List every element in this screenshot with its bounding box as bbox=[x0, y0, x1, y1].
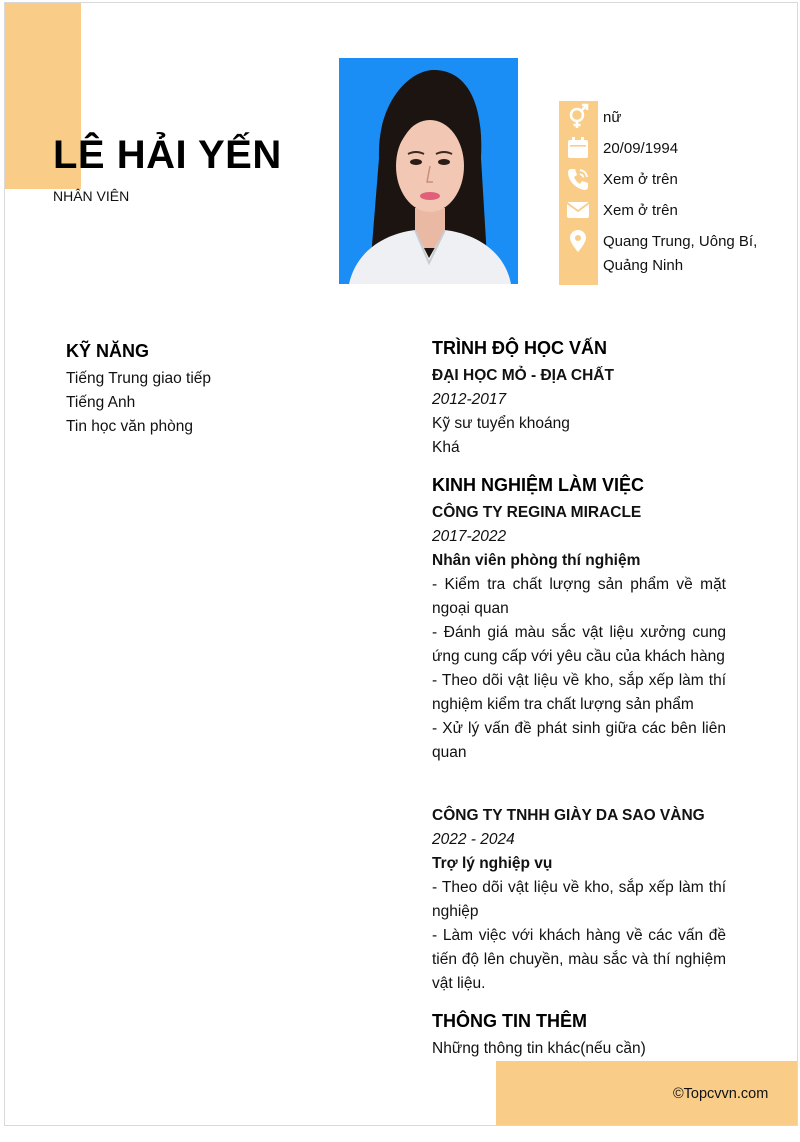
skill-item: Tiếng Trung giao tiếp bbox=[66, 370, 212, 387]
job-duty: - Theo dõi vật liệu về kho, sắp xếp làm thí nghiệm kiểm tra chất lượng sản phẩm bbox=[432, 672, 726, 713]
profile-photo bbox=[339, 58, 518, 284]
job-duty: - Theo dõi vật liệu về kho, sắp xếp làm thí nghiệp bbox=[432, 879, 726, 920]
person-role: NHÂN VIÊN bbox=[53, 188, 130, 204]
gender-icon bbox=[564, 102, 592, 130]
job-duty: - Làm việc với khách hàng về các vấn đề tiến độ lên chuyền, màu sắc và thí nghiệm vật liệu. bbox=[432, 927, 726, 992]
email-value: Xem ở trên bbox=[603, 202, 678, 219]
skills-title: KỸ NĂNG bbox=[66, 341, 150, 361]
extra-info-title: THÔNG TIN THÊM bbox=[432, 1011, 587, 1031]
education-period: 2012-2017 bbox=[432, 391, 507, 408]
job-period: 2022 - 2024 bbox=[432, 831, 515, 848]
skill-item: Tiếng Anh bbox=[66, 394, 136, 411]
job-position: Nhân viên phòng thí nghiệm bbox=[432, 552, 641, 569]
job-position: Trợ lý nghiệp vụ bbox=[432, 855, 553, 872]
phone-icon bbox=[564, 165, 592, 193]
job-duty: - Xử lý vấn đề phát sinh giữa các bên liên quan bbox=[432, 720, 726, 761]
envelope-icon bbox=[564, 196, 592, 224]
copyright-text: ©Topcvvn.com bbox=[673, 1086, 769, 1102]
phone-value: Xem ở trên bbox=[603, 171, 678, 188]
person-name: LÊ HẢI YẾN bbox=[53, 133, 282, 177]
extra-info-text: Những thông tin khác(nếu cần) bbox=[432, 1040, 646, 1057]
job-company: CÔNG TY REGINA MIRACLE bbox=[432, 504, 642, 521]
education-grade: Khá bbox=[432, 439, 460, 456]
education-title: TRÌNH ĐỘ HỌC VẤN bbox=[432, 338, 607, 358]
birthday-value: 20/09/1994 bbox=[603, 140, 679, 157]
education-major: Kỹ sư tuyển khoáng bbox=[432, 415, 570, 432]
job-duties bbox=[432, 573, 726, 765]
job-company: CÔNG TY TNHH GIÀY DA SAO VÀNG bbox=[432, 807, 705, 824]
job-duty: - Đánh giá màu sắc vật liệu xưởng cung ứng cung cấp với yêu cầu của khách hàng bbox=[432, 624, 726, 665]
education-school: ĐẠI HỌC MỎ - ĐỊA CHẤT bbox=[432, 367, 614, 384]
job-duties bbox=[432, 876, 726, 996]
address-line-1: Quang Trung, Uông Bí, bbox=[603, 233, 758, 250]
resume-page bbox=[4, 2, 798, 1126]
calendar-icon bbox=[564, 134, 592, 162]
skill-item: Tin học văn phòng bbox=[66, 418, 193, 435]
job-period: 2017-2022 bbox=[432, 528, 507, 545]
address-line-2: Quảng Ninh bbox=[603, 257, 684, 274]
gender-value: nữ bbox=[603, 109, 622, 126]
experience-title: KINH NGHIỆM LÀM VIỆC bbox=[432, 475, 645, 495]
map-pin-icon bbox=[564, 227, 592, 255]
job-duty: - Kiểm tra chất lượng sản phẩm về mặt ngoại quan bbox=[432, 576, 726, 617]
